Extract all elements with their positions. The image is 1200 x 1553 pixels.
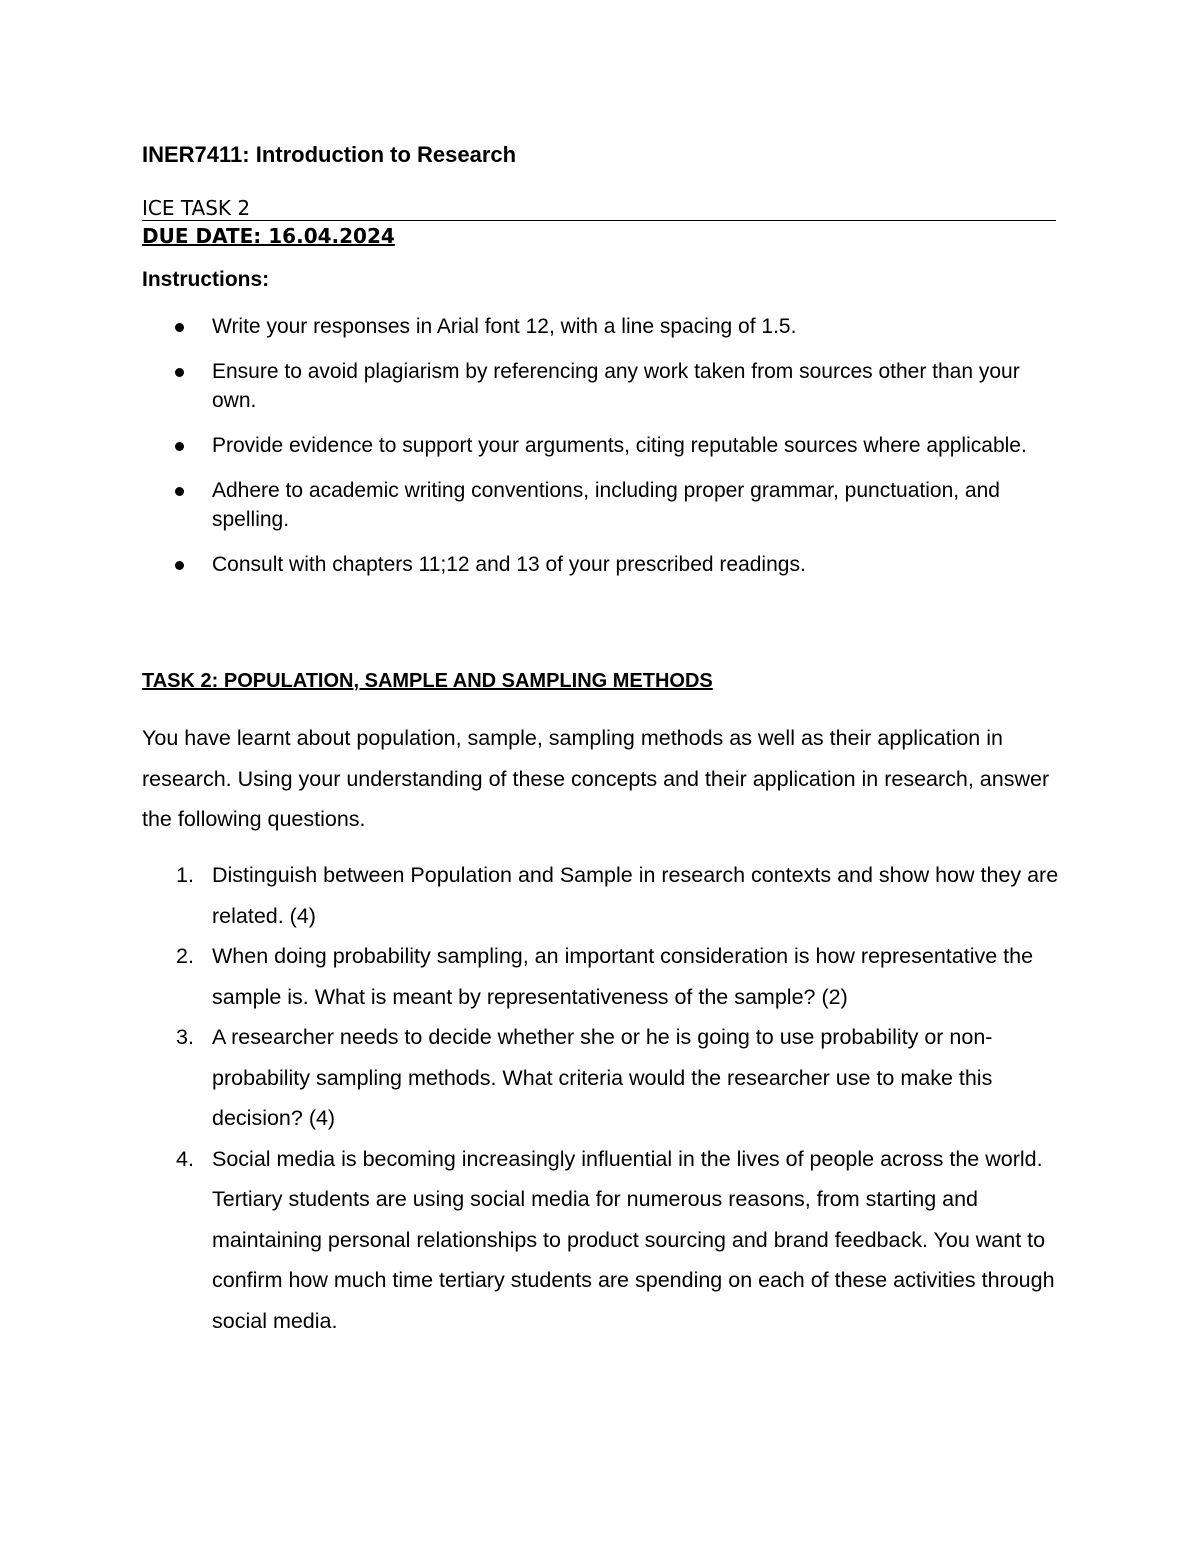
instruction-text: Write your responses in Arial font 12, with a line spacing of 1.5. xyxy=(212,315,797,338)
question-item xyxy=(142,936,1067,1017)
instruction-text: Provide evidence to support your arguments, citing reputable sources where applicable. xyxy=(212,434,1027,457)
instruction-item xyxy=(142,357,1042,415)
instruction-text: Adhere to academic writing conventions, including proper grammar, punctuation, and spelling. xyxy=(212,479,1000,531)
task-heading: TASK 2: POPULATION, SAMPLE AND SAMPLING METHODS xyxy=(142,670,713,692)
bullet-icon xyxy=(175,561,184,570)
due-date: DUE DATE: 16.04.2024 xyxy=(142,224,395,248)
question-number: 3. xyxy=(176,1025,194,1049)
question-text: Distinguish between Population and Sample in research contexts and show how they are related. (4) xyxy=(212,863,1059,928)
task-label: ICE TASK 2 xyxy=(142,196,1056,221)
instruction-item xyxy=(142,550,1042,579)
question-number: 2. xyxy=(176,944,194,968)
question-item xyxy=(142,1017,1067,1139)
instruction-item xyxy=(142,312,1042,341)
instructions-list xyxy=(142,312,1042,595)
question-number: 4. xyxy=(176,1146,194,1171)
instruction-text: Consult with chapters 11;12 and 13 of your prescribed readings. xyxy=(212,553,806,576)
question-item xyxy=(142,855,1067,936)
instruction-item xyxy=(142,476,1042,534)
bullet-icon xyxy=(175,368,184,377)
instruction-item xyxy=(142,431,1042,460)
instructions-heading: Instructions: xyxy=(142,268,270,291)
bullet-icon xyxy=(175,323,184,332)
question-text: A researcher needs to decide whether she or he is going to use probability or non-probability sampling methods. What criteria would the researcher use to make this decision? (4) xyxy=(212,1025,993,1130)
bullet-icon xyxy=(175,487,184,496)
course-title: INER7411: Introduction to Research xyxy=(142,142,517,167)
question-list xyxy=(142,855,1067,1341)
instruction-text: Ensure to avoid plagiarism by referencing any work taken from sources other than your own. xyxy=(212,360,1020,412)
task-intro: You have learnt about population, sample, sampling methods as well as their application in research. Using your understanding of these concepts and their application in research, answer the following questions. xyxy=(142,726,1050,831)
bullet-icon xyxy=(175,442,184,451)
question-text: When doing probability sampling, an important consideration is how representative the sample is. What is meant by representativeness of the sample? (2) xyxy=(212,944,1034,1009)
question-text: Social media is becoming increasingly influential in the lives of people across the world. Tertiary students are using social media for numerous reasons, from starting and maintaining personal relationships to product sourcing and brand feedback. You want to confirm how much time tertiary students are spending on each of these activities through social media. xyxy=(212,1146,1055,1333)
question-item xyxy=(142,1139,1067,1342)
question-number: 1. xyxy=(176,863,194,887)
